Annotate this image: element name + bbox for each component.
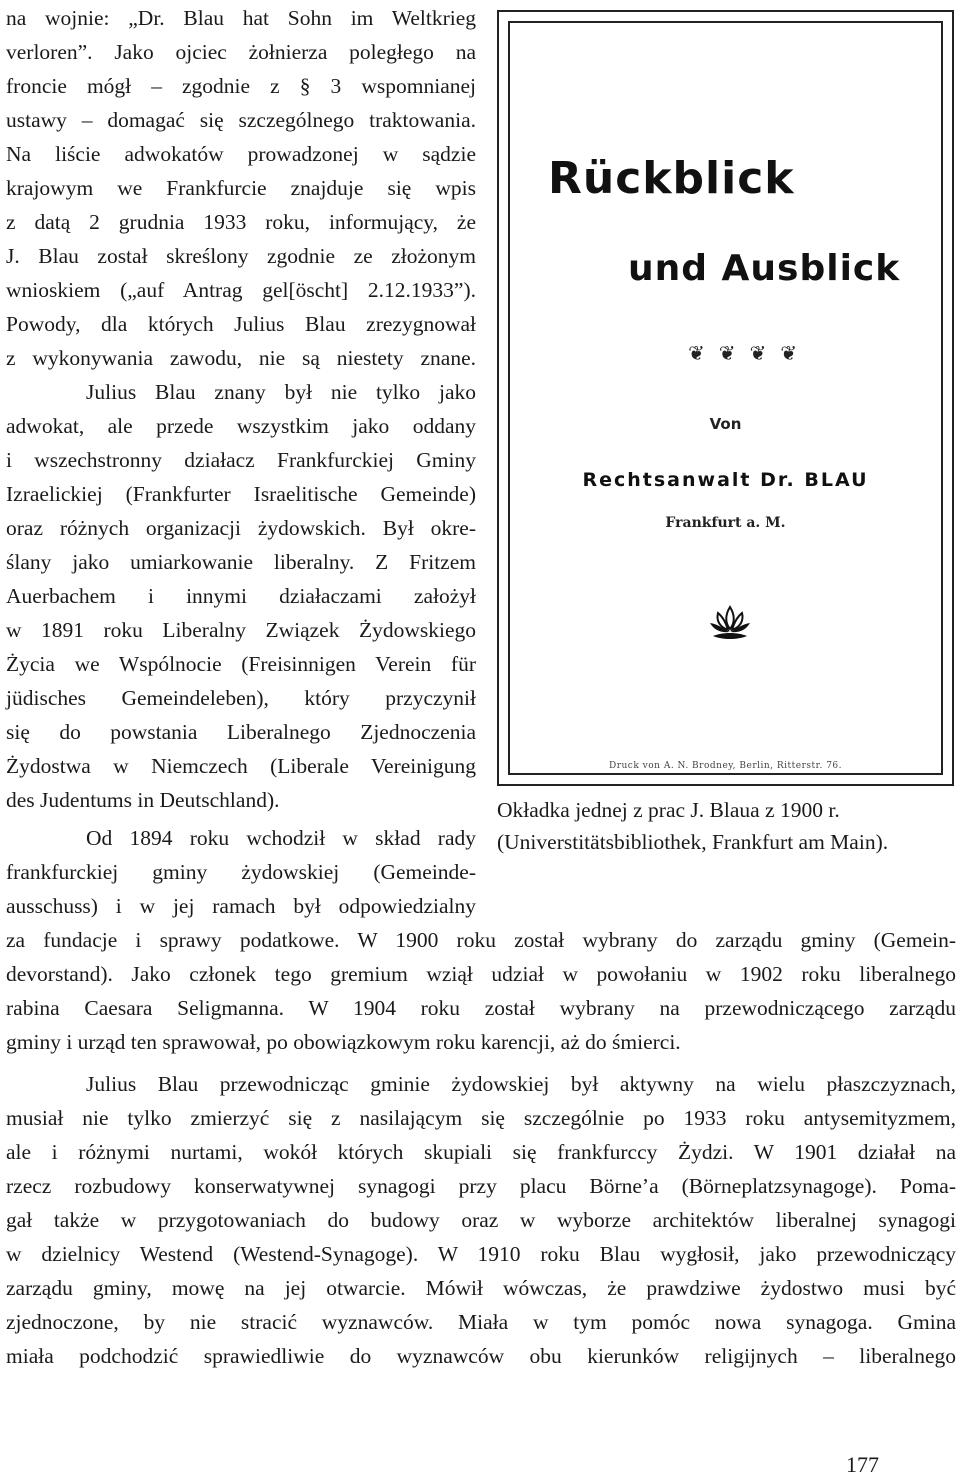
page-number: 177 — [846, 1452, 879, 1477]
text-line: rzecz rozbudowy konserwatywnej synagogi przy placu Börne’a (Börneplatzsynagoge). Poma- — [6, 1174, 956, 1198]
text-line: Julius Blau przewodnicząc gminie żydowskiej był aktywny na wielu płaszczyznach, — [86, 1072, 956, 1096]
text-line: z wykonywania zawodu, nie są niestety znane. — [6, 346, 476, 370]
text-line: wnioskiem („auf Antrag gel[öscht] 2.12.1933”). — [6, 278, 476, 302]
figure-caption-line1: Okładka jednej z prac J. Blaua z 1900 r. — [497, 798, 840, 822]
cover-ornament: ❦❦❦❦ — [688, 341, 812, 365]
cover-title-line1: Rückblick — [548, 153, 795, 204]
text-line: oraz różnych organizacji żydowskich. Był okre- — [6, 516, 476, 540]
text-line: w 1891 roku Liberalny Związek Żydowskiego — [6, 618, 476, 642]
cover-frame — [508, 21, 943, 775]
cover-title-line2: und Ausblick — [628, 248, 901, 289]
figure-caption-line2: (Universtitätsbibliothek, Frankfurt am Main). — [497, 830, 889, 854]
text-line: ślany jako umiarkowanie liberalny. Z Fritzem — [6, 550, 476, 574]
cover-von: Von — [709, 415, 742, 433]
text-line: Julius Blau znany był nie tylko jako — [86, 380, 476, 404]
text-line: Izraelickiej (Frankfurter Israelitische Gemeinde) — [6, 482, 476, 506]
text-line: na wojnie: „Dr. Blau hat Sohn im Weltkrieg — [6, 6, 476, 30]
text-line: des Judentums in Deutschland). — [6, 788, 280, 812]
text-line: verloren”. Jako ojciec żołnierza poległego na — [6, 40, 476, 64]
text-line: ustawy – domagać się szczególnego traktowania. — [6, 108, 476, 132]
text-line: Od 1894 roku wchodził w skład rady — [86, 826, 476, 850]
text-line: z datą 2 grudnia 1933 roku, informujący, że — [6, 210, 476, 234]
text-line: frankfurckiej gminy żydowskiej (Gemeinde- — [6, 860, 476, 884]
text-line: Powody, dla których Julius Blau zrezygnował — [6, 312, 476, 336]
text-line: adwokat, ale przede wszystkim jako oddany — [6, 414, 476, 438]
lotus-emblem-icon — [707, 603, 753, 643]
text-line: gminy i urząd ten sprawował, po obowiązkowym roku karencji, aż do śmierci. — [6, 1030, 681, 1054]
text-line: się do powstania Liberalnego Zjednoczenia — [6, 720, 476, 744]
text-line: i wszechstronny działacz Frankfurckiej Gminy — [6, 448, 476, 472]
text-line: Auerbachem i innymi działaczami założył — [6, 584, 476, 608]
text-line: zarządu gminy, mowę na jej otwarcie. Mówił wówczas, że prawdziwe żydostwo musi być — [6, 1276, 956, 1300]
text-line: Żydostwa w Niemczech (Liberale Vereinigung — [6, 754, 476, 778]
book-cover-image — [497, 10, 954, 786]
text-line: miała podchodzić sprawiedliwie do wyznawców obu kierunków religijnych – liberalnego — [6, 1344, 956, 1368]
cover-printer-line: Druck von A. N. Brodney, Berlin, Ritterstr. 76. — [608, 761, 843, 771]
text-line: rabina Caesara Seligmanna. W 1904 roku został wybrany na przewodniczącego zarządu — [6, 996, 956, 1020]
text-line: krajowym we Frankfurcie znajduje się wpis — [6, 176, 476, 200]
cover-author: Rechtsanwalt Dr. BLAU — [582, 469, 869, 491]
cover-city: Frankfurt a. M. — [665, 515, 786, 531]
text-line: jüdisches Gemeindeleben), który przyczynił — [6, 686, 476, 710]
text-line: za fundacje i sprawy podatkowe. W 1900 roku został wybrany do zarządu gminy (Gemein- — [6, 928, 956, 952]
text-line: musiał nie tylko zmierzyć się z nasilającym się szczególnie po 1933 roku antysemityzmem, — [6, 1106, 956, 1130]
text-line: zjednoczone, by nie stracić wyznawców. Miała w tym pomóc nowa synagoga. Gmina — [6, 1310, 956, 1334]
text-line: ale i różnymi nurtami, wokół których skupiali się frankfurccy Żydzi. W 1901 działał na — [6, 1140, 956, 1164]
text-line: J. Blau został skreślony zgodnie ze złożonym — [6, 244, 476, 268]
text-line: devorstand). Jako członek tego gremium wziął udział w powołaniu w 1902 roku liberalnego — [6, 962, 956, 986]
text-line: froncie mógł – zgodnie z § 3 wspomnianej — [6, 74, 476, 98]
text-line: ausschuss) i w jej ramach był odpowiedzialny — [6, 894, 476, 918]
text-line: Na liście adwokatów prowadzonej w sądzie — [6, 142, 476, 166]
text-line: Życia we Wspólnocie (Freisinnigen Verein für — [6, 652, 476, 676]
text-line: w dzielnicy Westend (Westend-Synagoge). W 1910 roku Blau wygłosił, jako przewodniczący — [6, 1242, 956, 1266]
text-line: gał także w przygotowaniach do budowy oraz w wyborze architektów liberalnej synagogi — [6, 1208, 956, 1232]
